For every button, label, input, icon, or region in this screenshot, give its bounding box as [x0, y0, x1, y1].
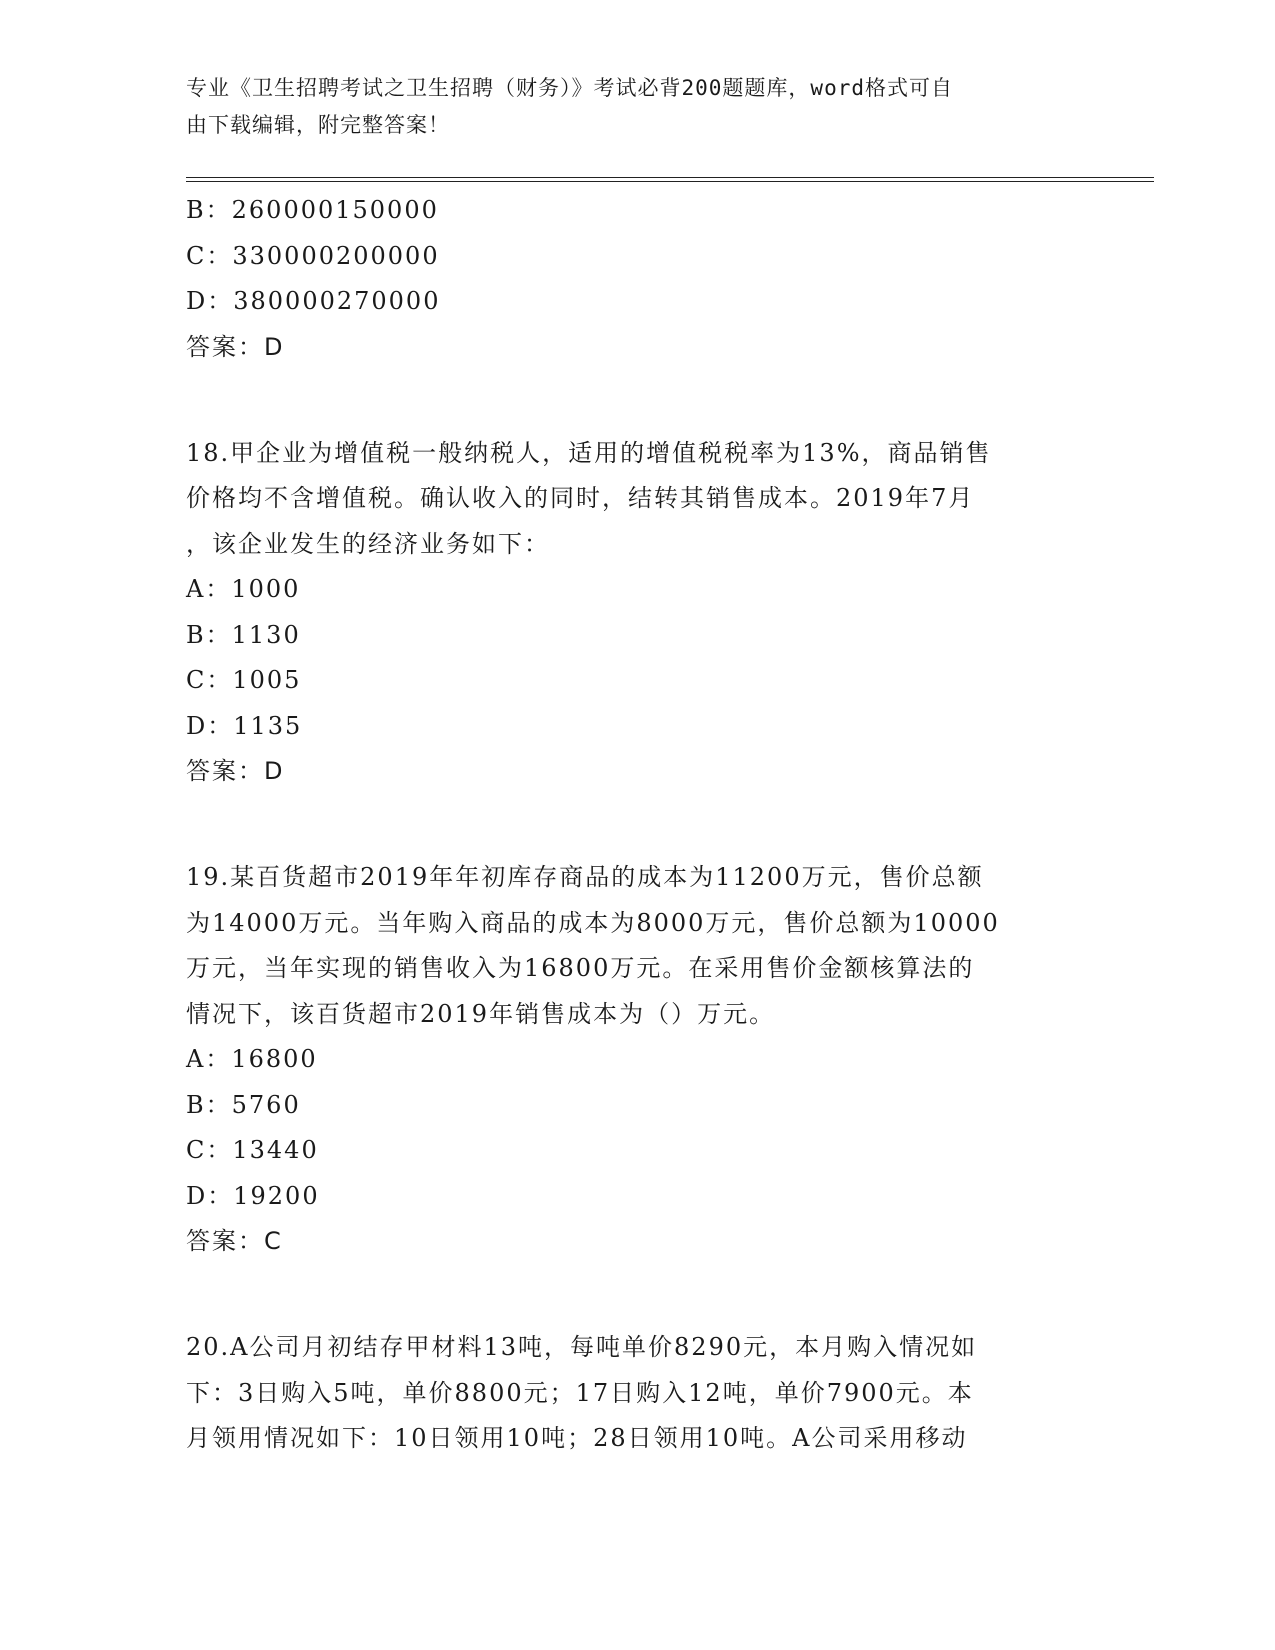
question-text-line: 情况下，该百货超市2019年销售成本为（）万元。: [186, 999, 776, 1028]
question-text-line: ，该企业发生的经济业务如下：: [186, 529, 550, 558]
question-text-line: 月领用情况如下：10日领用10吨；28日领用10吨。A公司采用移动: [186, 1424, 968, 1452]
question-17-tail: [186, 188, 1076, 369]
option-d: D：380000270000: [186, 287, 441, 315]
question-19-options: [186, 1037, 1076, 1263]
question-text-line: 价格均不含增值税。确认收入的同时，结转其销售成本。2019年7月: [186, 484, 975, 512]
question-text-line: 18.甲企业为增值税一般纳税人，适用的增值税税率为13%，商品销售: [186, 438, 992, 467]
question-18: [186, 431, 1076, 568]
question-text-line: 20.A公司月初结存甲材料13吨，每吨单价8290元，本月购入情况如: [186, 1333, 978, 1361]
option-d: D：1135: [186, 711, 303, 740]
option-c: C：13440: [186, 1136, 319, 1164]
document-header: [186, 70, 1066, 144]
option-c: C：330000200000: [186, 241, 440, 270]
answer: 答案：D: [186, 332, 285, 361]
question-text-line: 19.某百货超市2019年年初库存商品的成本为11200万元，售价总额: [186, 863, 984, 891]
question-text-line: 下：3日购入5吨，单价8800元；17日购入12吨，单价7900元。本: [186, 1378, 974, 1407]
header-rule-top: [186, 177, 1154, 178]
option-c: C：1005: [186, 666, 302, 694]
answer: 答案：D: [186, 757, 285, 785]
answer: 答案：C: [186, 1227, 283, 1255]
option-b: B：1130: [186, 620, 301, 649]
option-a: A：16800: [186, 1045, 318, 1073]
option-d: D：19200: [186, 1181, 320, 1210]
header-line-2: 由下载编辑，附完整答案！: [186, 113, 450, 137]
document-body: [186, 188, 1076, 1462]
question-18-options: [186, 567, 1076, 793]
question-text-line: 万元，当年实现的销售收入为16800万元。在采用售价金额核算法的: [186, 954, 975, 982]
option-b: B：260000150000: [186, 196, 439, 224]
option-b: B：5760: [186, 1090, 301, 1119]
header-line-1: 专业《卫生招聘考试之卫生招聘（财务）》考试必背200题题库，word格式可自: [186, 76, 953, 100]
question-20: [186, 1325, 1076, 1462]
question-19: [186, 855, 1076, 1037]
option-a: A：1000: [186, 575, 301, 603]
question-text-line: 为14000万元。当年购入商品的成本为8000万元，售价总额为10000: [186, 908, 1000, 937]
header-rule-bottom: [186, 181, 1154, 182]
